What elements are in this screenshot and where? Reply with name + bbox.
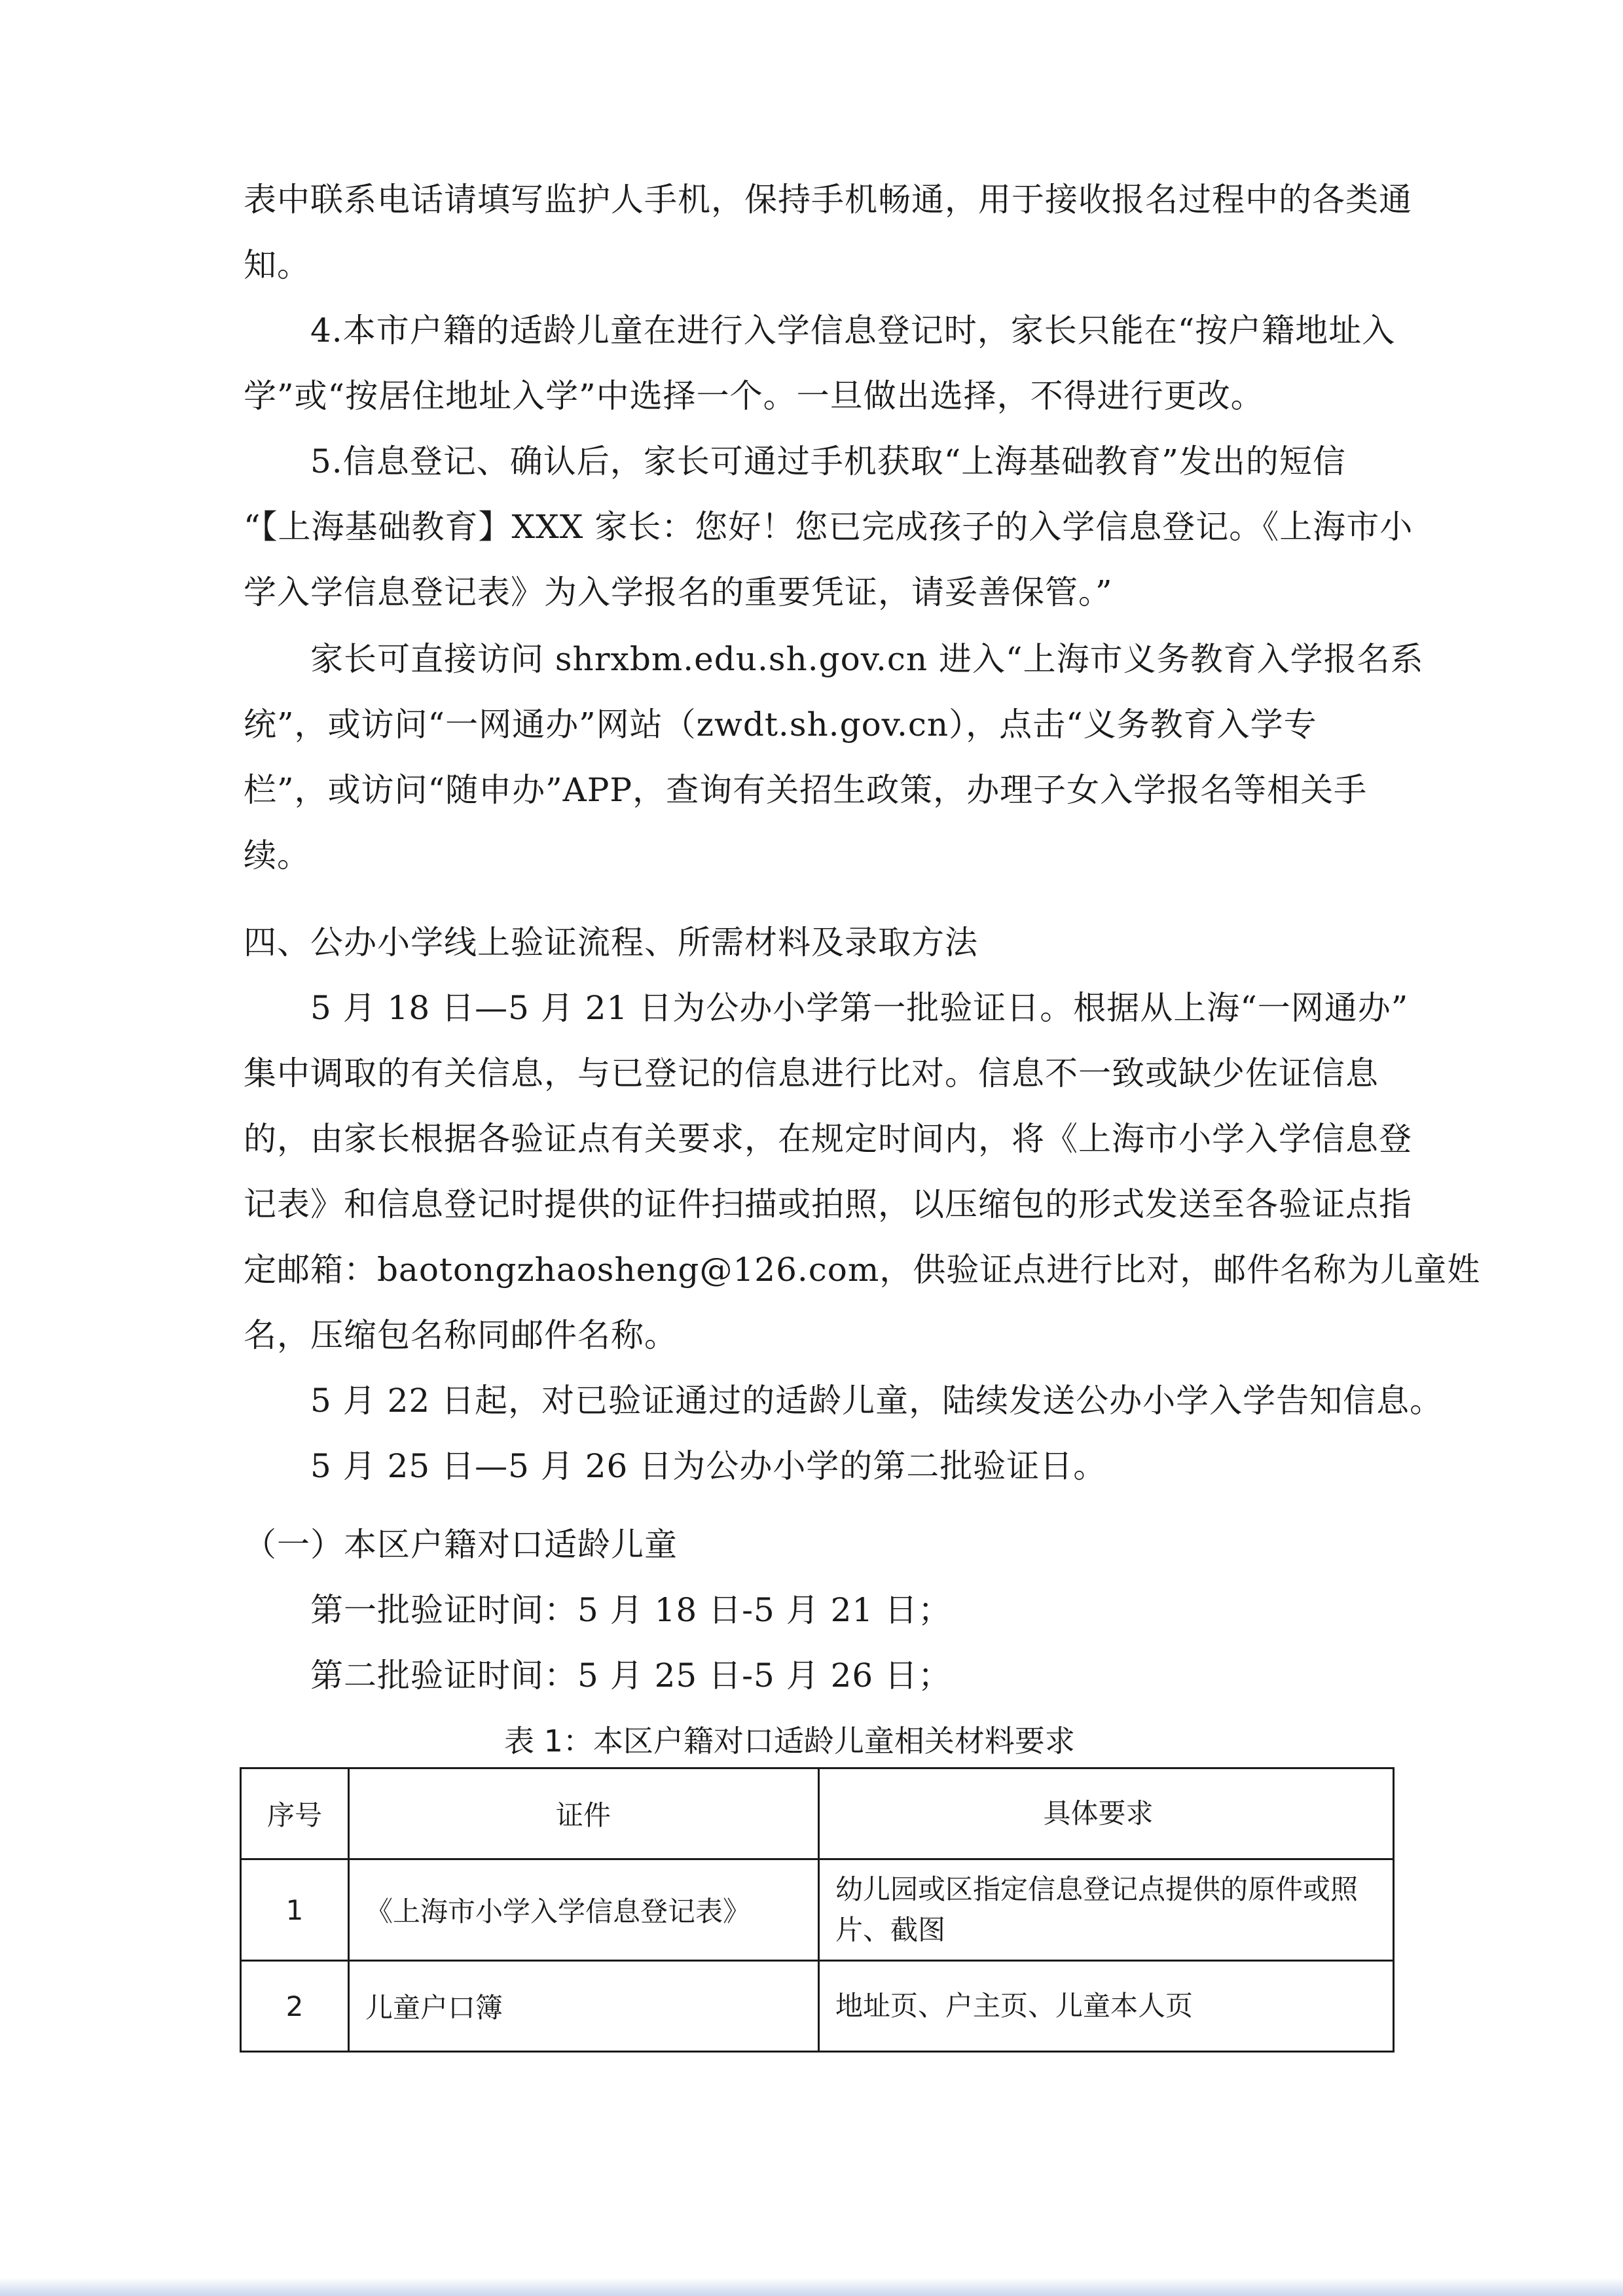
paragraph-line: 定邮箱：baotongzhaosheng@126.com，供验证点进行比对，邮件名称为儿童姓 — [244, 1251, 1481, 1289]
paragraph-line: 统”，或访问“一网通办”网站（zwdt.sh.gov.cn），点击“义务教育入学专 — [244, 706, 1317, 744]
paragraph-line: 家长可直接访问 shrxbm.edu.sh.gov.cn 进入“上海市义务教育入学报名系 — [310, 640, 1424, 678]
paragraph-line: 学”或“按居住地址入学”中选择一个。一旦做出选择，不得进行更改。 — [244, 377, 1264, 415]
cell-number: 1 — [241, 1859, 349, 1961]
paragraph-line: 5 月 25 日—5 月 26 日为公办小学的第二批验证日。 — [310, 1447, 1107, 1485]
paragraph-line: 5 月 18 日—5 月 21 日为公办小学第一批验证日。根据从上海“一网通办” — [310, 989, 1409, 1027]
paragraph-line: 表中联系电话请填写监护人手机，保持手机畅通，用于接收报名过程中的各类通 — [244, 181, 1412, 219]
paragraph-line: 5 月 22 日起，对已验证通过的适龄儿童，陆续发送公办小学入学告知信息。 — [310, 1382, 1444, 1420]
paragraph-line: 学入学信息登记表》为入学报名的重要凭证，请妥善保管。” — [244, 573, 1113, 611]
paragraph-line: 续。 — [244, 836, 310, 874]
cell-requirement-line: 幼儿园或区指定信息登记点提供的原件或照 — [835, 1873, 1359, 1905]
section-heading: 四、公办小学线上验证流程、所需材料及录取方法 — [244, 924, 978, 961]
table-header-row — [241, 1768, 1394, 1859]
paragraph-line: 的，由家长根据各验证点有关要求，在规定时间内，将《上海市小学入学信息登 — [244, 1120, 1412, 1158]
paragraph-line: 知。 — [244, 246, 310, 284]
cell-document: 儿童户口簿 — [349, 1961, 819, 2052]
paragraph-line: 4.本市户籍的适龄儿童在进行入学信息登记时，家长只能在“按户籍地址入 — [310, 312, 1396, 350]
paragraph-line: 名，压缩包名称同邮件名称。 — [244, 1316, 678, 1354]
subsection-heading: （一）本区户籍对口适龄儿童 — [244, 1526, 678, 1564]
paragraph-line: 记表》和信息登记时提供的证件扫描或拍照，以压缩包的形式发送至各验证点指 — [244, 1185, 1412, 1223]
cell-number: 2 — [241, 1961, 349, 2052]
header-cell-document: 证件 — [349, 1768, 819, 1859]
scan-edge — [0, 2278, 1623, 2296]
paragraph-line: 栏”，或访问“随申办”APP，查询有关招生政策，办理子女入学报名等相关手 — [244, 771, 1368, 809]
paragraph-line: 集中调取的有关信息，与已登记的信息进行比对。信息不一致或缺少佐证信息 — [244, 1054, 1379, 1092]
cell-requirement-line: 地址页、户主页、儿童本人页 — [835, 1990, 1194, 2022]
table-row — [241, 1961, 1394, 2052]
cell-document: 《上海市小学入学信息登记表》 — [349, 1859, 819, 1961]
materials-table — [240, 1767, 1395, 2053]
paragraph-line: 第一批验证时间：5 月 18 日-5 月 21 日； — [310, 1591, 952, 1629]
cell-requirement-line: 片、截图 — [835, 1914, 946, 1946]
cell-requirement — [819, 1961, 1394, 2052]
paragraph-line: 5.信息登记、确认后，家长可通过手机获取“上海基础教育”发出的短信 — [310, 442, 1346, 480]
header-cell-number: 序号 — [241, 1768, 349, 1859]
table-caption: 表 1：本区户籍对口适龄儿童相关材料要求 — [504, 1723, 1075, 1759]
header-cell-requirement: 具体要求 — [819, 1768, 1394, 1859]
cell-requirement — [819, 1859, 1394, 1961]
paragraph-line: “【上海基础教育】XXX 家长：您好！您已完成孩子的入学信息登记。《上海市小 — [244, 508, 1413, 546]
table-row — [241, 1859, 1394, 1961]
paragraph-line: 第二批验证时间：5 月 25 日-5 月 26 日； — [310, 1657, 952, 1695]
